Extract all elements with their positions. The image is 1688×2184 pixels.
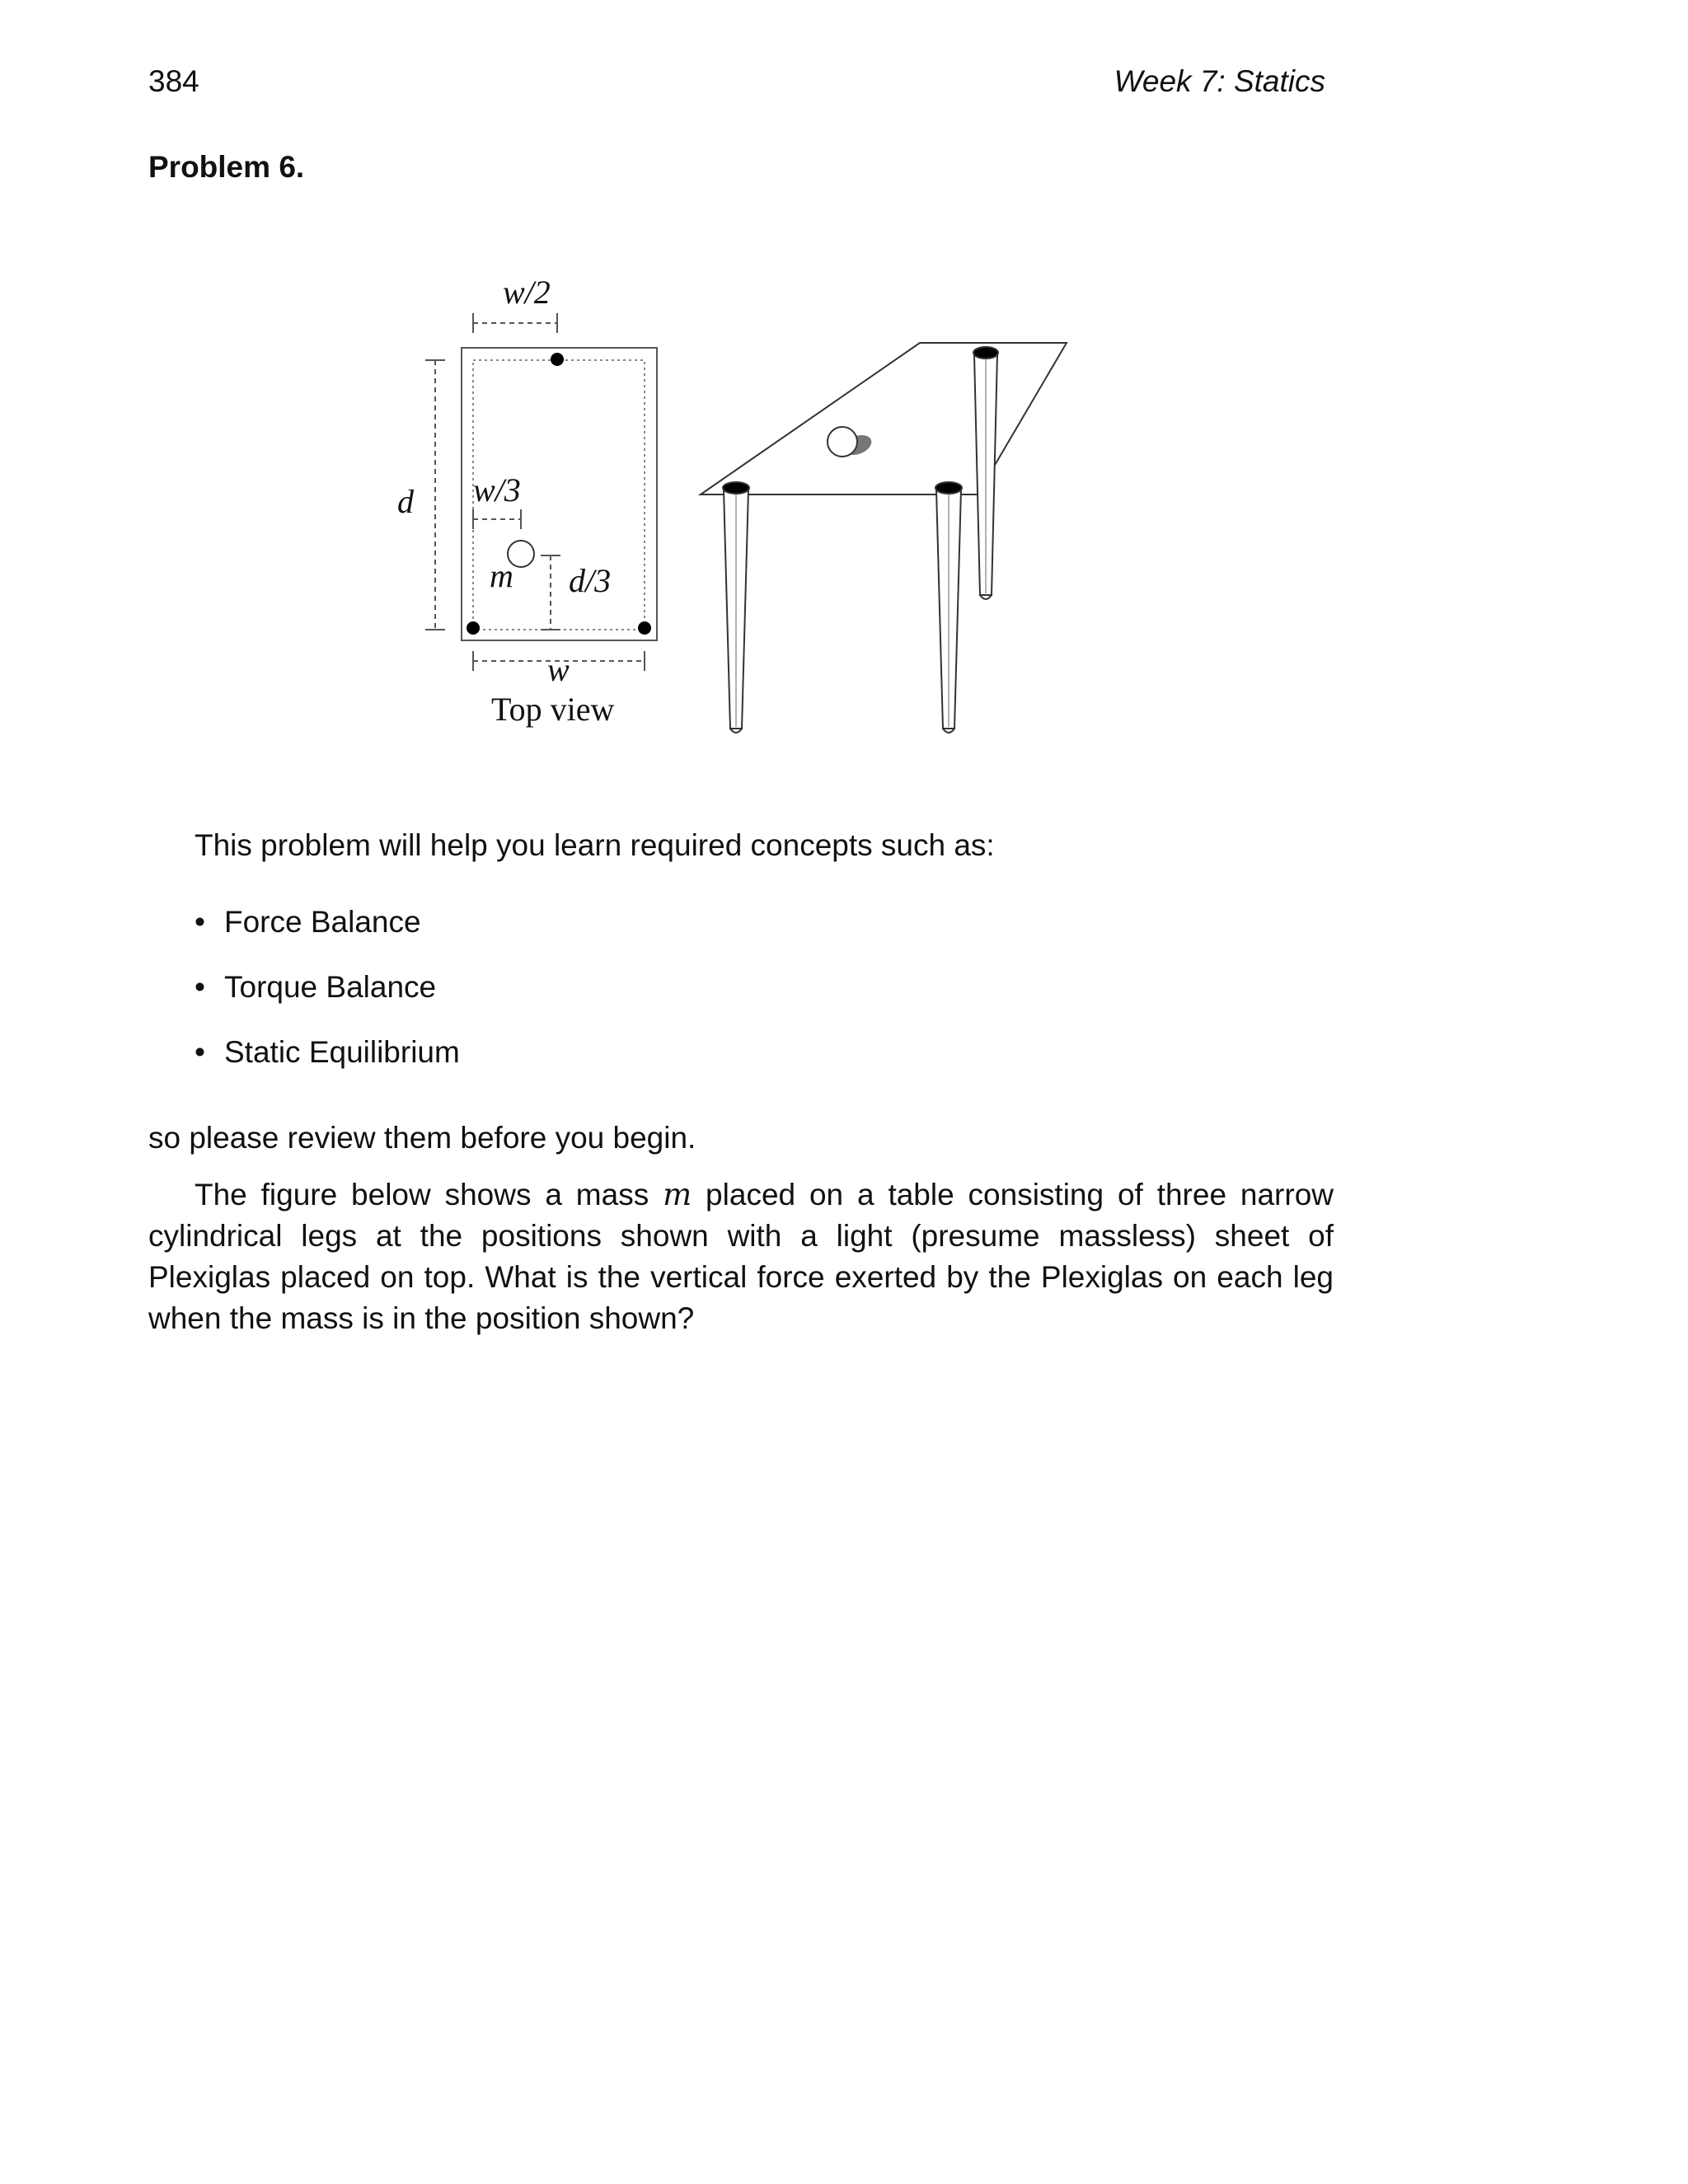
leg-front-left xyxy=(723,482,749,733)
mass-ball xyxy=(828,427,857,457)
mass-symbol: m xyxy=(663,1177,692,1212)
table-figure xyxy=(0,247,1688,775)
leg-dot-back xyxy=(551,353,564,366)
statement-part-2: placed on a table consisting of three narrow cylindrical legs at the positions shown with a light (presume massless) sheet of Plexiglas placed on top. What is the vertical force exerted by the Plexiglas on each leg when the mass is in the position shown? xyxy=(148,1178,1334,1335)
leg-front-right xyxy=(935,482,962,733)
concept-item: • Torque Balance xyxy=(195,970,460,1035)
leg-back xyxy=(973,347,998,599)
label-d-third: d/3 xyxy=(569,562,612,599)
running-header: Week 7: Statics xyxy=(1114,64,1325,98)
label-w-half: w/2 xyxy=(503,274,551,311)
concepts-list xyxy=(195,905,460,1100)
leg-dot-right xyxy=(638,621,651,635)
review-text: so please review them before you begin. xyxy=(148,1121,696,1155)
problem-title: Problem 6. xyxy=(148,150,305,184)
statement-part-1: The figure below shows a mass xyxy=(195,1178,663,1212)
concept-item: • Static Equilibrium xyxy=(195,1035,460,1100)
problem-statement xyxy=(148,1174,1334,1339)
label-d: d xyxy=(397,483,414,520)
perspective-table xyxy=(701,343,1067,733)
concept-item: • Force Balance xyxy=(195,905,460,970)
leg-dot-left xyxy=(467,621,480,635)
page-number: 384 xyxy=(148,64,199,98)
top-view-diagram xyxy=(425,313,657,671)
label-m: m xyxy=(490,557,513,594)
label-w: w xyxy=(547,651,570,688)
plexiglas-sheet xyxy=(701,343,1067,494)
intro-text: This problem will help you learn required concepts such as: xyxy=(195,828,995,862)
label-w-third: w/3 xyxy=(473,471,521,509)
figure-caption: Top view xyxy=(491,691,615,728)
